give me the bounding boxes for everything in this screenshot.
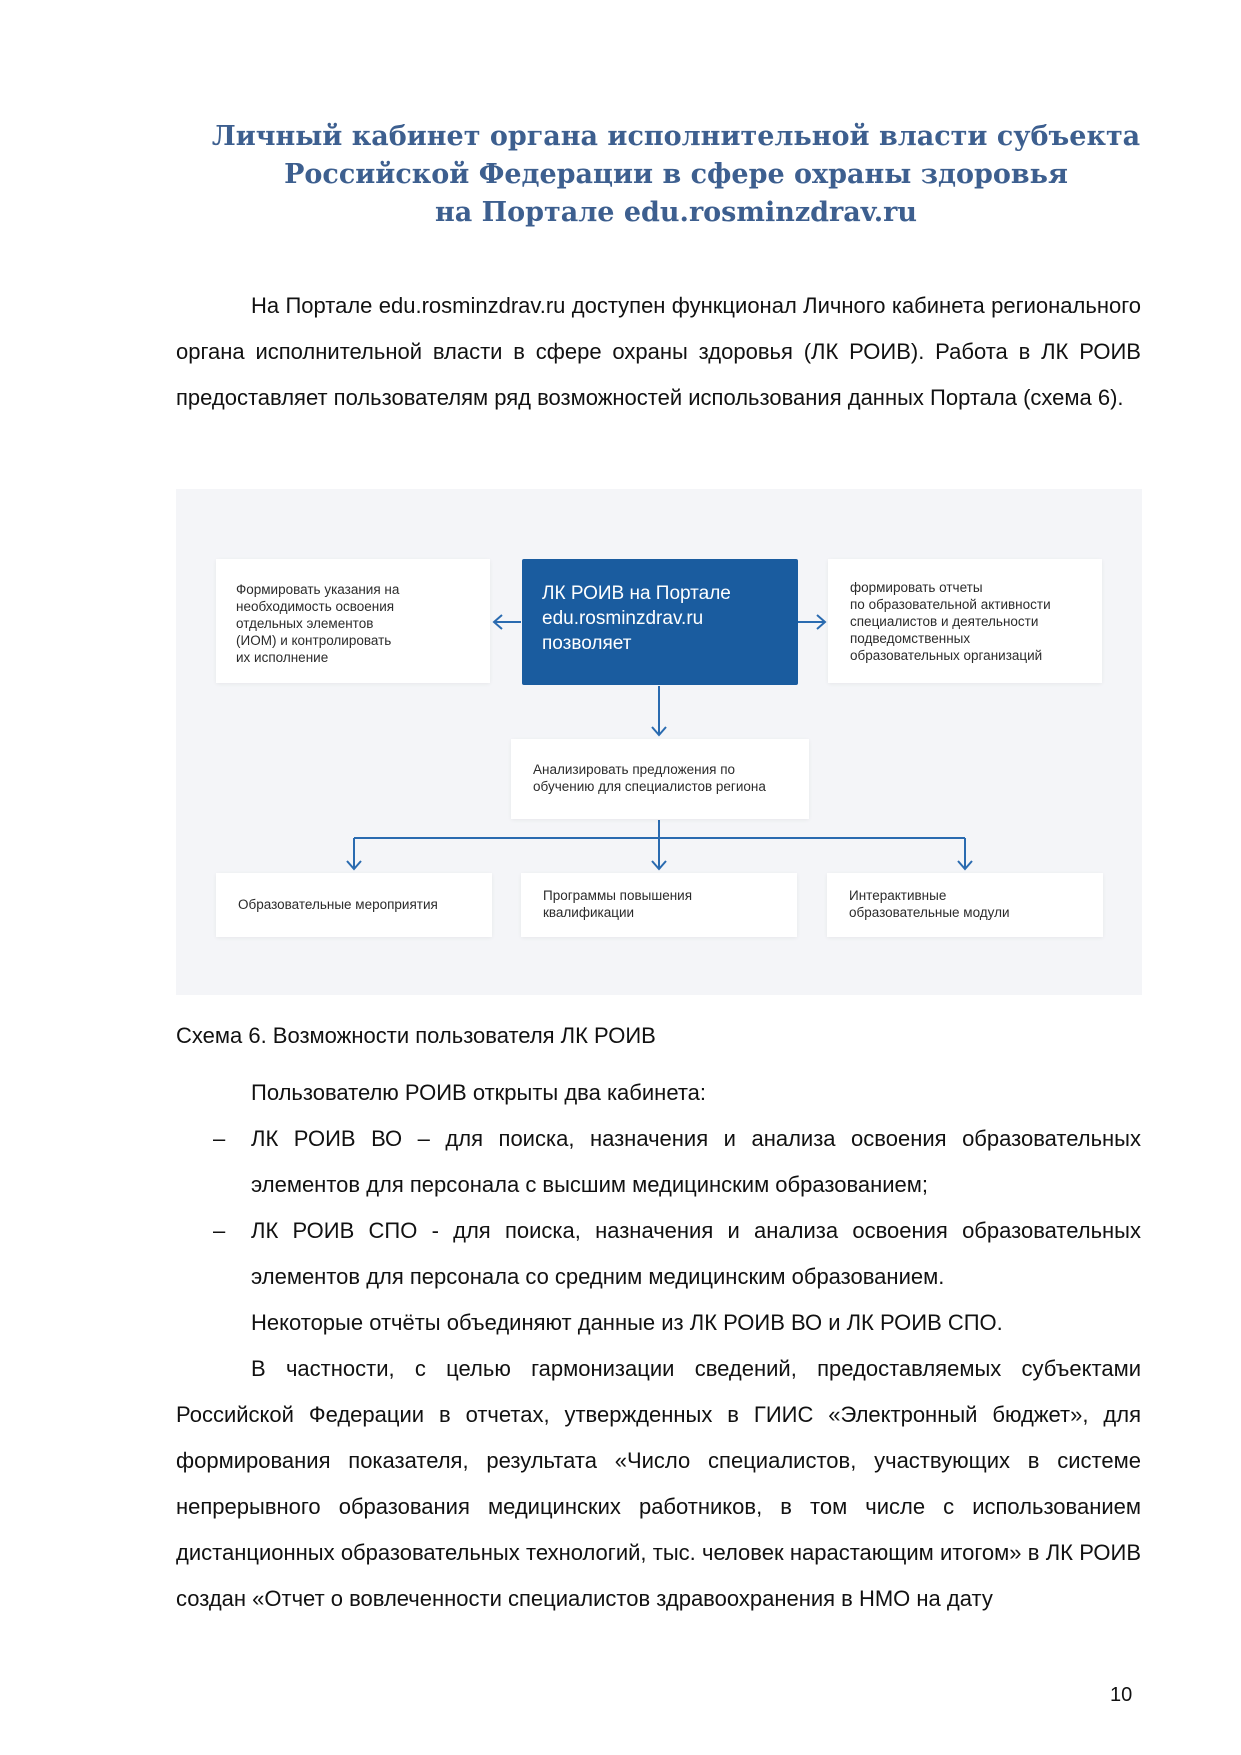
node-educational-events: Образовательные мероприятия: [216, 873, 492, 937]
cabinets-intro: Пользователю РОИВ открыты два кабинета:: [251, 1080, 707, 1105]
page-title: [176, 118, 1176, 232]
title-line-1: Личный кабинет органа исполнительной власти субъекта: [211, 121, 1141, 152]
reports-note: Некоторые отчёты объединяют данные из ЛК РОИВ ВО и ЛК РОИВ СПО.: [251, 1310, 1003, 1335]
title-line-3: на Портале edu.rosminzdrav.ru: [434, 197, 918, 228]
node-assign-iom: Формировать указания на необходимость освоения отдельных элементов (ИОМ) и контролировать их исполнение: [216, 559, 490, 683]
list-item-text: ЛК РОИВ СПО - для поиска, назначения и анализа освоения образовательных элементов для персонала со средним медицинским образованием.: [251, 1218, 1141, 1289]
list-dash: ‒: [213, 1218, 226, 1243]
scheme-diagram: [176, 489, 1142, 995]
final-paragraph: В частности, с целью гармонизации сведений, предоставляемых субъектами Российской Федерации в отчетах, утвержденных в ГИИС «Электронный бюджет», для формирования показателя, результата «Число специалистов, участвующих в системе непрерывного образования медицинских работников, в том числе с использованием дистанционных образовательных технологий, тыс. человек нарастающим итогом» в ЛК РОИВ создан «Отчет о вовлеченности специалистов здравоохранения в НМО на дату: [176, 1356, 1141, 1611]
node-interactive-modules: Интерактивные образовательные модули: [827, 873, 1103, 937]
list-item-text: ЛК РОИВ ВО – для поиска, назначения и анализа освоения образовательных элементов для персонала с высшим медицинским образованием;: [251, 1126, 1141, 1197]
list-dash: ‒: [213, 1126, 226, 1151]
node-main-lk-roiv: ЛК РОИВ на Портале edu.rosminzdrav.ru позволяет: [522, 559, 798, 685]
node-analyze-proposals: Анализировать предложения по обучению для специалистов региона: [511, 739, 809, 819]
intro-paragraph: На Портале edu.rosminzdrav.ru доступен функционал Личного кабинета регионального органа исполнительной власти в сфере охраны здоровья (ЛК РОИВ). Работа в ЛК РОИВ предоставляет пользователям ряд возможностей использования данных Портала (схема 6).: [176, 293, 1141, 410]
node-form-reports: формировать отчеты по образовательной активности специалистов и деятельности подведомственных образовательных организаций: [828, 559, 1102, 683]
page-number: 10: [1110, 1684, 1133, 1706]
title-line-2: Российской Федерации в сфере охраны здоровья: [284, 159, 1068, 190]
node-qualification-programs: Программы повышения квалификации: [521, 873, 797, 937]
diagram-caption: Схема 6. Возможности пользователя ЛК РОИВ: [176, 1023, 656, 1048]
